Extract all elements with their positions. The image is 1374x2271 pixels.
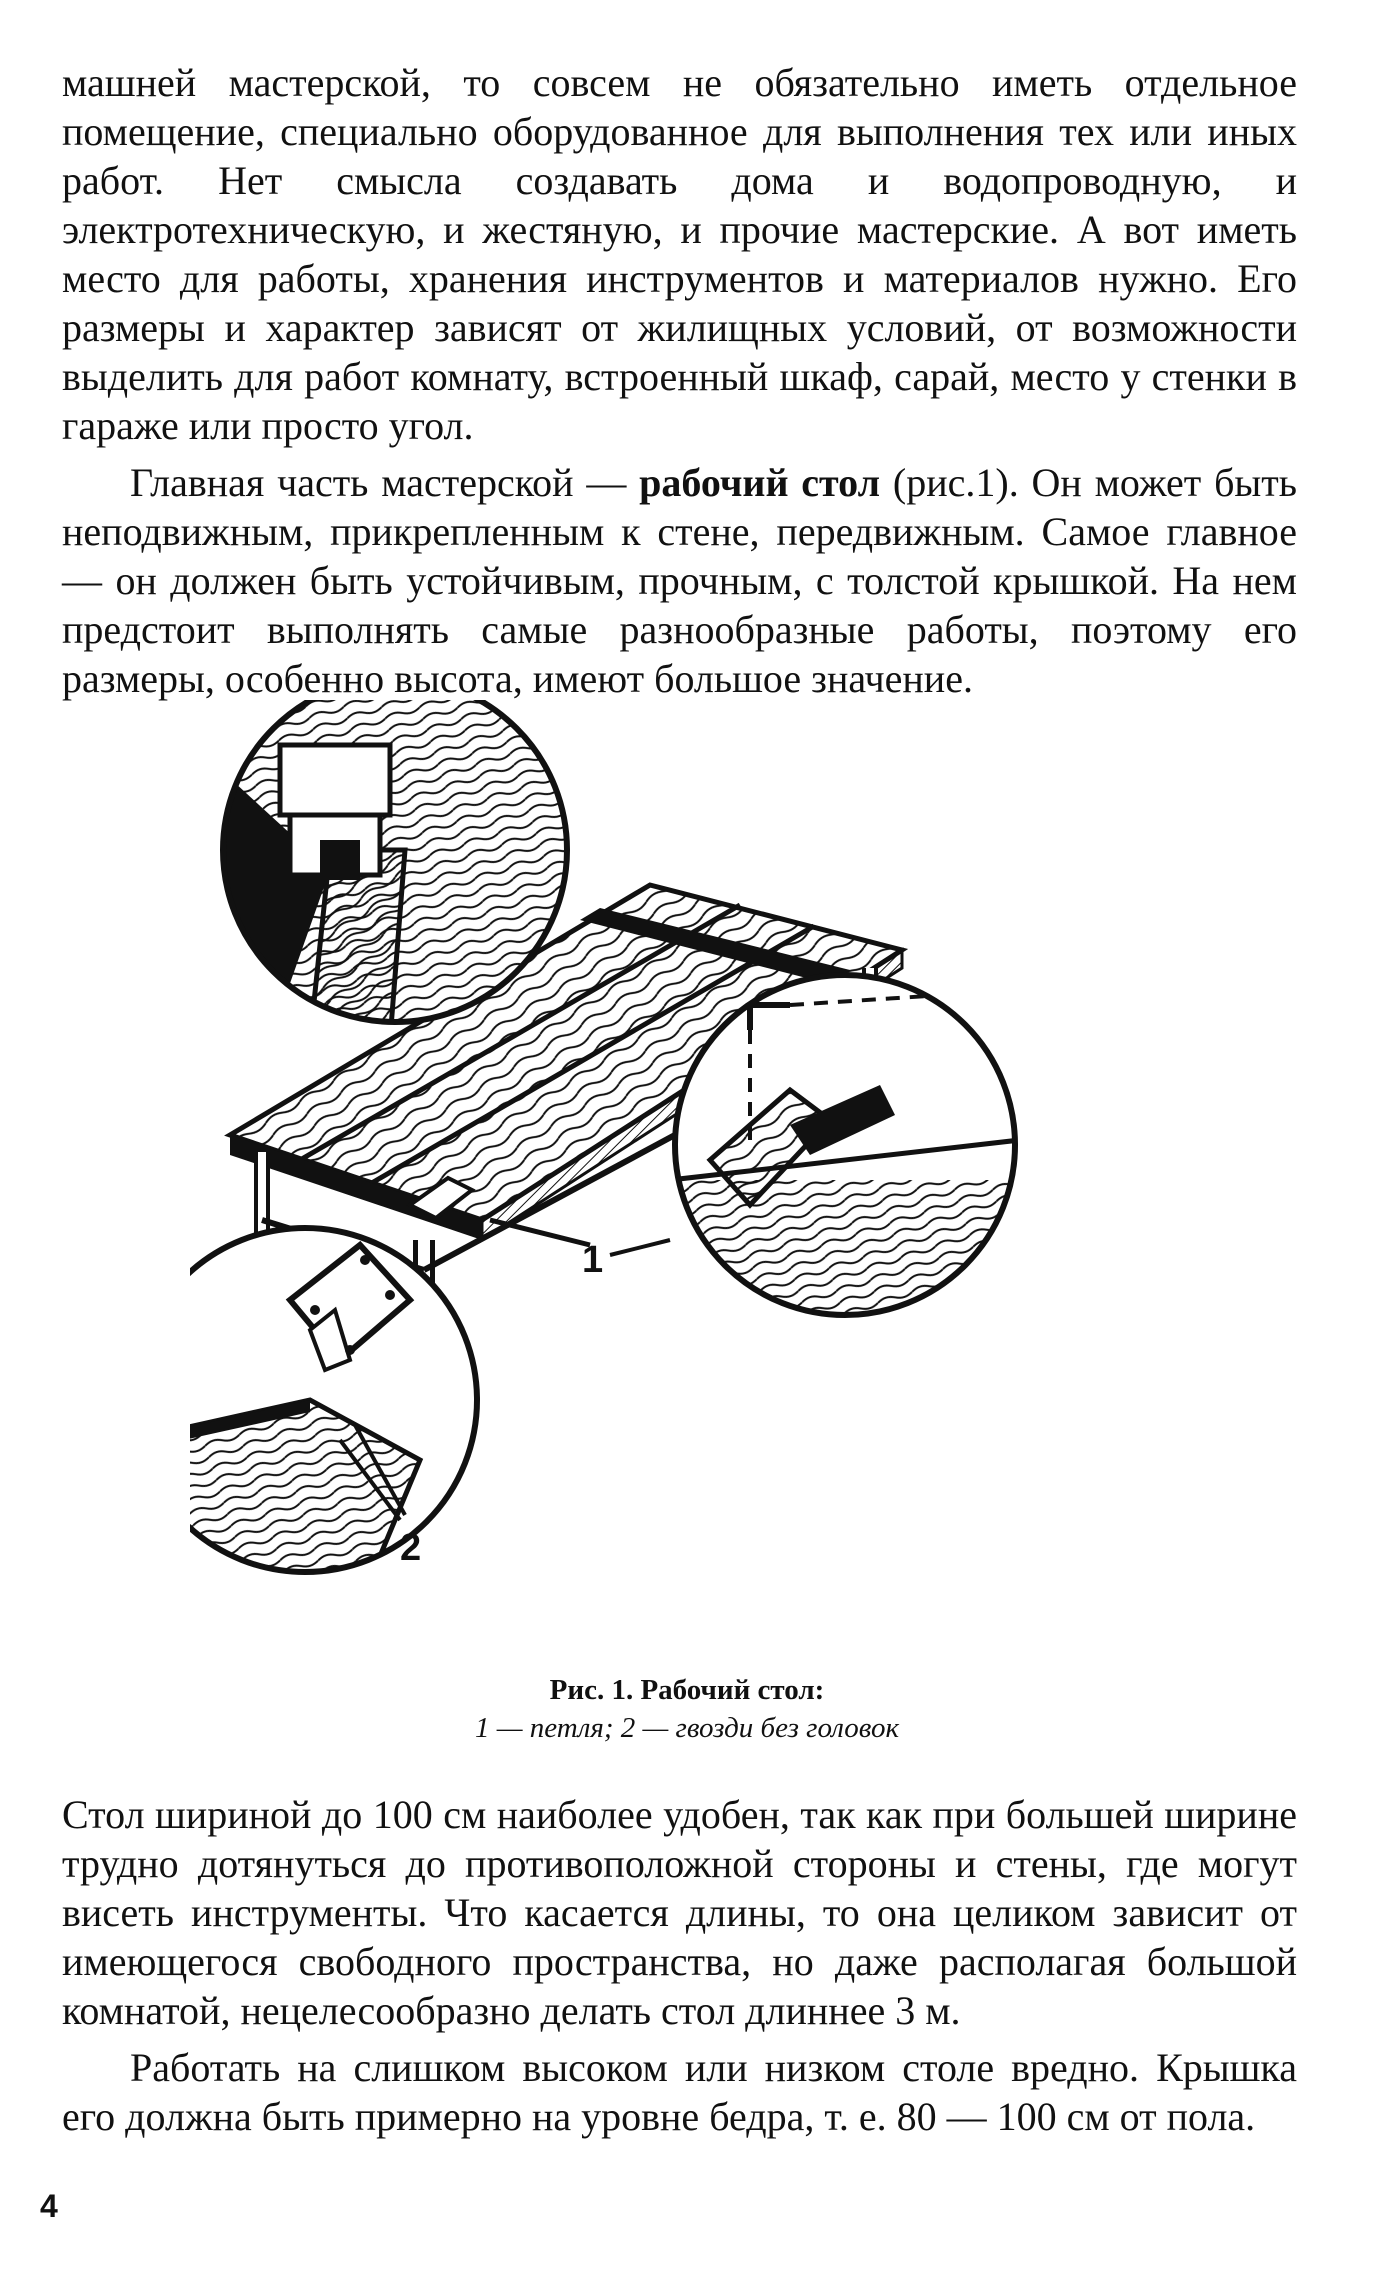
paragraph-4: Работать на слишком высоком или низком столе вредно. Крышка его должна быть примерно на уровне бедра, т. е. 80 — 100 см от пола. [62, 2045, 1297, 2139]
figure-caption-legend: 1 — петля; 2 — гвозди без головок [474, 1712, 900, 1744]
term-workbench: рабочий стол [639, 460, 881, 505]
paragraph-2-start: Главная часть мастерской — [130, 460, 640, 505]
paragraph-3: Стол шириной до 100 см наиболее удобен, так как при большей ширине трудно дотянуться до противоположной стороны и стены, где могут висеть инструменты. Что касается длины, то она целиком зависит от имеющегося свободного пространства, но даже располагая большой комнатой, нецелесообразно делать стол длиннее 3 м. [62, 1792, 1297, 2033]
workbench-figure [190, 700, 1190, 1630]
callout-2: 2 [400, 1527, 422, 1569]
paragraph-2 [62, 458, 1297, 703]
workbench-illustration [190, 700, 1190, 1630]
text-block-top [62, 58, 1297, 703]
paragraph-1: машней мастерской, то совсем не обязательно иметь отдельное помещение, специально оборудованное для выполнения тех или иных работ. Нет смысла создавать дома и водопроводную, и электротехническую, и жестяную, и прочие мастерские. А вот иметь место для работы, хранения инструментов и материалов нужно. Его размеры и характер зависят от жилищных условий, от возможности выделить для работ комнату, встроенный шкаф, сарай, место у стенки в гараже или просто угол. [62, 60, 1297, 448]
page-number: 4 [40, 2188, 58, 2224]
figure-caption-title: Рис. 1. Рабочий стол: [549, 1674, 825, 1706]
callout-1: 1 [582, 1239, 604, 1281]
paragraph-2-end: (рис.1). Он может быть неподвижным, прикрепленным к стене, передвижным. Самое главное — он должен быть устойчивым, прочным, с толстой крышкой. На нем предстоит выполнять самые разнообразные работы, поэтому его размеры, особенно высота, имеют большое значение. [62, 460, 1298, 701]
text-block-bottom [62, 1790, 1297, 2141]
